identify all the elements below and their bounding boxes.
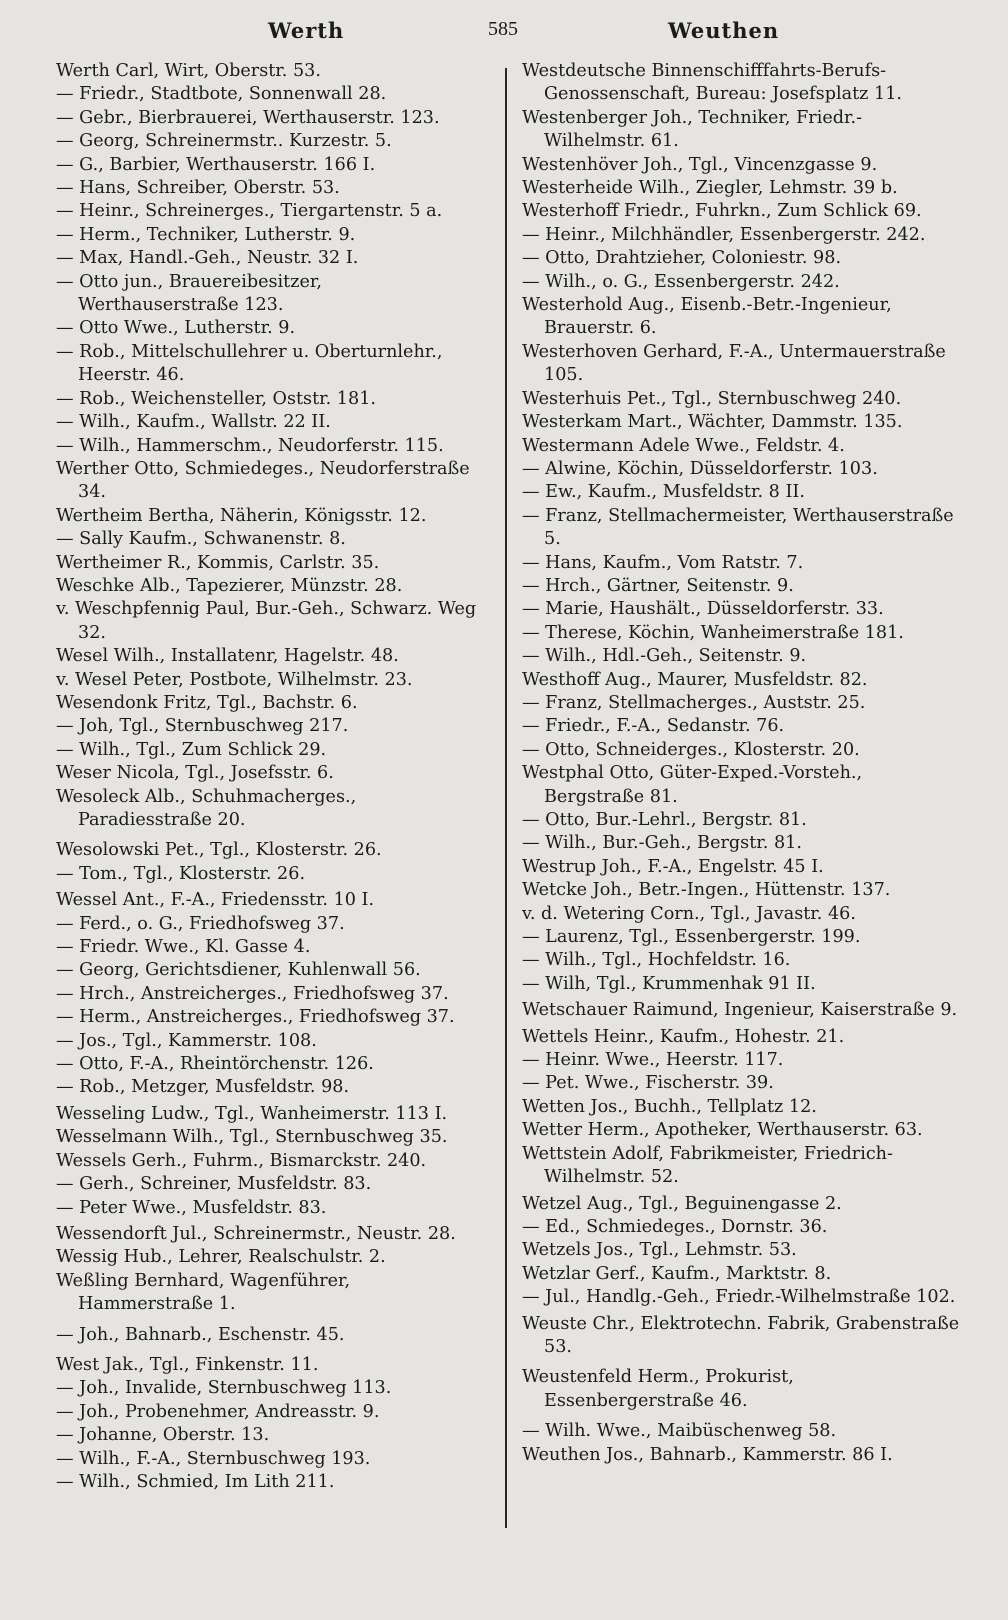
directory-entry: Wetzlar Gerf., Kaufm., Marktstr. 8.: [522, 1263, 832, 1284]
directory-entry: v. Wesel Peter, Postbote, Wilhelmstr. 23.: [56, 669, 413, 690]
directory-entry: — Wilh., F.-A., Sternbuschweg 193.: [56, 1448, 371, 1469]
directory-entry: Wetcke Joh., Betr.-Ingen., Hüttenstr. 137.: [522, 880, 891, 901]
directory-entry: — Friedr. Wwe., Kl. Gasse 4.: [56, 937, 311, 958]
directory-entry: v. d. Wetering Corn., Tgl., Javastr. 46.: [522, 903, 856, 924]
directory-entry: — Wilh. Wwe., Maibüschenweg 58.: [522, 1421, 837, 1442]
directory-entry: — Therese, Köchin, Wanheimerstraße 181.: [522, 622, 904, 643]
directory-entry: — Ferd., o. G., Friedhofsweg 37.: [56, 913, 345, 934]
directory-entry: Wesolowski Pet., Tgl., Klosterstr. 26.: [56, 840, 382, 861]
directory-entry: — Jos., Tgl., Kammerstr. 108.: [56, 1030, 317, 1051]
directory-entry: Wesel Wilh., Installatenr, Hagelstr. 48.: [56, 646, 399, 667]
directory-entry: Wesoleck Alb., Schuhmacherges., Paradiesstraße 20.: [56, 786, 357, 830]
directory-entry: Westphal Otto, Güter-Exped.-Vorsteh., Bergstraße 81.: [522, 763, 863, 807]
directory-entry: — Peter Wwe., Musfeldstr. 83.: [56, 1197, 327, 1218]
directory-entry: Werth Carl, Wirt, Oberstr. 53.: [56, 61, 321, 81]
directory-entry: Wetzel Aug., Tgl., Beguinengasse 2.: [522, 1193, 842, 1214]
directory-entry: — Hrch., Anstreicherges., Friedhofsweg 37.: [56, 983, 449, 1004]
directory-entry: Westerhuis Pet., Tgl., Sternbuschweg 240.: [522, 388, 902, 409]
directory-entry: Wettstein Adolf, Fabrikmeister, Friedrich-Wilhelmstr. 52.: [522, 1143, 893, 1188]
directory-entry: Weßling Bernhard, Wagenführer, Hammerstraße 1.: [56, 1270, 351, 1315]
directory-entry: — Joh., Probenehmer, Andreasstr. 9.: [56, 1401, 380, 1422]
page-number: 585: [488, 18, 518, 40]
directory-entry: — Georg, Schreinermstr.. Kurzestr. 5.: [56, 131, 392, 152]
page-header: [56, 14, 970, 48]
directory-entry: — Joh., Bahnarb., Eschenstr. 45.: [56, 1324, 345, 1345]
directory-entry: West Jak., Tgl., Finkenstr. 11.: [56, 1354, 319, 1375]
directory-entry: — Heinr., Schreinerges., Tiergartenstr. 5 a.: [56, 201, 443, 222]
directory-entry: — Otto, Drahtzieher, Coloniestr. 98.: [522, 248, 842, 269]
directory-entry: Westerkam Mart., Wächter, Dammstr. 135.: [522, 412, 903, 433]
directory-entry: — Hrch., Gärtner, Seitenstr. 9.: [522, 575, 794, 596]
directory-entry: — Ew., Kaufm., Musfeldstr. 8 II.: [522, 482, 805, 503]
left-column: [56, 60, 488, 1494]
directory-entry: Westdeutsche Binnenschifffahrts-Berufs-Genossenschaft, Bureau: Josefsplatz 11.: [522, 61, 903, 105]
directory-entry: — Friedr., Stadtbote, Sonnenwall 28.: [56, 84, 387, 105]
directory-entry: Wertheim Bertha, Näherin, Königsstr. 12.: [56, 505, 427, 526]
directory-entry: Wetter Herm., Apotheker, Werthauserstr. 63.: [522, 1120, 923, 1141]
directory-entry: — Alwine, Köchin, Düsseldorferstr. 103.: [522, 458, 878, 479]
right-column: [522, 60, 962, 1467]
directory-entry: — Herm., Techniker, Lutherstr. 9.: [56, 224, 356, 245]
directory-entry: — Wilh., Tgl., Hochfeldstr. 16.: [522, 950, 791, 971]
directory-entry: — Sally Kaufm., Schwanenstr. 8.: [56, 529, 346, 550]
directory-entry: — G., Barbier, Werthauserstr. 166 I.: [56, 154, 376, 175]
directory-entry: — Jul., Handlg.-Geh., Friedr.-Wilhelmstraße 102.: [522, 1287, 956, 1308]
directory-entry: — Wilh., Hdl.-Geh., Seitenstr. 9.: [522, 646, 807, 667]
directory-entry: — Otto, Schneiderges., Klosterstr. 20.: [522, 739, 860, 760]
directory-entry: Wertheimer R., Kommis, Carlstr. 35.: [56, 552, 380, 573]
header-right-keyword: Weuthen: [668, 18, 780, 43]
directory-entry: — Wilh, Tgl., Krummenhak 91 II.: [522, 973, 816, 994]
directory-entry: — Rob., Mittelschullehrer u. Oberturnlehr., Heerstr. 46.: [56, 341, 443, 386]
directory-entry: — Joh, Tgl., Sternbuschweg 217.: [56, 716, 349, 737]
directory-entry: — Georg, Gerichtsdiener, Kuhlenwall 56.: [56, 960, 421, 981]
column-divider: [505, 68, 507, 1528]
directory-entry: Wesselmann Wilh., Tgl., Sternbuschweg 35.: [56, 1127, 448, 1148]
directory-entry: Westermann Adele Wwe., Feldstr. 4.: [522, 435, 845, 456]
directory-entry: — Hans, Kaufm., Vom Ratstr. 7.: [522, 552, 804, 573]
directory-entry: Weschke Alb., Tapezierer, Münzstr. 28.: [56, 575, 403, 596]
directory-entry: — Wilh., o. G., Essenbergerstr. 242.: [522, 271, 840, 292]
directory-entry: — Ed., Schmiedeges., Dornstr. 36.: [522, 1216, 828, 1237]
directory-entry: — Friedr., F.-A., Sedanstr. 76.: [522, 716, 785, 737]
directory-entry: Wesseling Ludw., Tgl., Wanheimerstr. 113 I.: [56, 1103, 448, 1124]
directory-entry: — Otto Wwe., Lutherstr. 9.: [56, 318, 296, 339]
directory-entry: Weuste Chr., Elektrotechn. Fabrik, Grabenstraße 53.: [522, 1313, 960, 1357]
directory-entry: — Gebr., Bierbrauerei, Werthauserstr. 123.: [56, 107, 440, 128]
directory-entry: Wetzels Jos., Tgl., Lehmstr. 53.: [522, 1240, 797, 1261]
directory-entry: Westenhöver Joh., Tgl., Vincenzgasse 9.: [522, 154, 878, 175]
directory-entry: — Heinr. Wwe., Heerstr. 117.: [522, 1050, 784, 1071]
directory-entry: — Marie, Haushält., Düsseldorferstr. 33.: [522, 599, 884, 620]
directory-entry: — Rob., Weichensteller, Oststr. 181.: [56, 388, 376, 409]
directory-entry: — Max, Handl.-Geh., Neustr. 32 I.: [56, 248, 359, 269]
directory-entry: — Laurenz, Tgl., Essenbergerstr. 199.: [522, 927, 861, 948]
directory-entry: — Heinr., Milchhändler, Essenbergerstr. 242.: [522, 224, 926, 245]
directory-entry: Wessendorft Jul., Schreinermstr., Neustr. 28.: [56, 1223, 456, 1244]
directory-entry: — Rob., Metzger, Musfeldstr. 98.: [56, 1077, 350, 1098]
directory-entry: Wessels Gerh., Fuhrm., Bismarckstr. 240.: [56, 1150, 427, 1171]
directory-entry: Westerhoff Friedr., Fuhrkn., Zum Schlick 69.: [522, 201, 922, 222]
directory-entry: — Tom., Tgl., Klosterstr. 26.: [56, 863, 306, 884]
directory-entry: — Gerh., Schreiner, Musfeldstr. 83.: [56, 1174, 372, 1195]
directory-entry: Wetten Jos., Buchh., Tellplatz 12.: [522, 1096, 817, 1117]
directory-entry: — Hans, Schreiber, Oberstr. 53.: [56, 178, 340, 199]
directory-entry: — Wilh., Tgl., Zum Schlick 29.: [56, 739, 327, 760]
directory-entry: — Johanne, Oberstr. 13.: [56, 1425, 270, 1446]
directory-entry: Wessig Hub., Lehrer, Realschulstr. 2.: [56, 1247, 386, 1268]
directory-entry: Wetschauer Raimund, Ingenieur, Kaiserstraße 9.: [522, 1000, 958, 1021]
directory-entry: — Herm., Anstreicherges., Friedhofsweg 37.: [56, 1007, 455, 1028]
directory-entry: Westerheide Wilh., Ziegler, Lehmstr. 39 b.: [522, 178, 898, 199]
directory-entry: — Joh., Invalide, Sternbuschweg 113.: [56, 1378, 392, 1399]
directory-entry: — Pet. Wwe., Fischerstr. 39.: [522, 1073, 774, 1094]
directory-entry: Westrup Joh., F.-A., Engelstr. 45 I.: [522, 856, 824, 877]
directory-entry: Westhoff Aug., Maurer, Musfeldstr. 82.: [522, 669, 868, 690]
header-left-keyword: Werth: [268, 18, 345, 43]
directory-entry: v. Weschpfennig Paul, Bur.-Geh., Schwarz. Weg 32.: [56, 599, 477, 643]
directory-entry: Weuthen Jos., Bahnarb., Kammerstr. 86 I.: [522, 1444, 893, 1465]
directory-entry: — Otto, Bur.-Lehrl., Bergstr. 81.: [522, 810, 807, 830]
directory-entry: Werther Otto, Schmiedeges., Neudorferstraße 34.: [56, 458, 470, 503]
directory-entry: Westerhold Aug., Eisenb.-Betr.-Ingenieur, Brauerstr. 6.: [522, 295, 892, 339]
directory-entry: — Wilh., Bur.-Geh., Bergstr. 81.: [522, 833, 802, 854]
directory-entry: — Otto, F.-A., Rheintörchenstr. 126.: [56, 1054, 374, 1075]
directory-entry: — Otto jun., Brauereibesitzer, Werthauserstraße 123.: [56, 271, 323, 316]
directory-entry: Westerhoven Gerhard, F.-A., Untermauerstraße 105.: [522, 341, 946, 386]
directory-entry: Westenberger Joh., Techniker, Friedr.-Wilhelmstr. 61.: [522, 107, 863, 152]
directory-entry: Wesendonk Fritz, Tgl., Bachstr. 6.: [56, 692, 358, 713]
directory-entry: — Wilh., Schmied, Im Lith 211.: [56, 1471, 335, 1492]
directory-entry: Wettels Heinr., Kaufm., Hohestr. 21.: [522, 1026, 845, 1047]
directory-entry: — Wilh., Hammerschm., Neudorferstr. 115.: [56, 435, 444, 456]
directory-entry: Wessel Ant., F.-A., Friedensstr. 10 I.: [56, 890, 375, 911]
directory-entry: Weustenfeld Herm., Prokurist, Essenbergerstraße 46.: [522, 1367, 794, 1411]
directory-entry: — Franz, Stellmachermeister, Werthauserstraße 5.: [522, 505, 954, 550]
directory-entry: Weser Nicola, Tgl., Josefsstr. 6.: [56, 763, 334, 784]
directory-entry: — Franz, Stellmacherges., Auststr. 25.: [522, 692, 866, 713]
directory-entry: — Wilh., Kaufm., Wallstr. 22 II.: [56, 412, 331, 433]
